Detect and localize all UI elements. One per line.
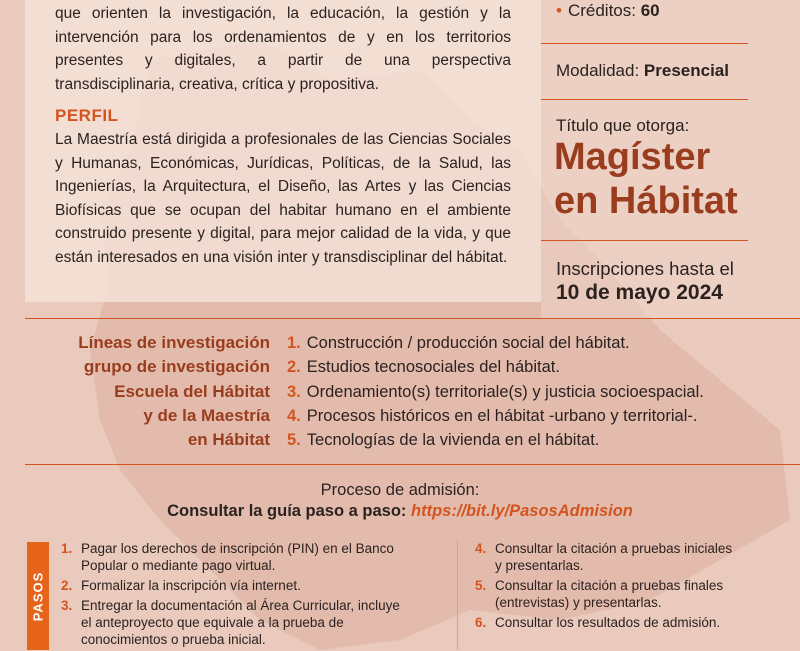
item-text: Estudios tecnosociales del hábitat. — [306, 358, 560, 377]
lineas-title — [30, 331, 270, 452]
divider — [25, 318, 800, 319]
step-item — [475, 540, 735, 574]
creditos-value: 60 — [640, 1, 660, 20]
modalidad-value: Presencial — [643, 61, 729, 80]
lineas-list — [287, 331, 704, 452]
list-item — [287, 355, 704, 379]
divider — [541, 99, 748, 100]
creditos-label: Créditos: — [567, 1, 636, 20]
step-number: 6. — [475, 615, 487, 630]
admision-title: Proceso de admisión: — [320, 481, 480, 499]
pasos-label: PASOS — [30, 571, 46, 621]
titulo-line1: Magíster — [554, 136, 711, 178]
step-item — [475, 614, 735, 631]
step-number: 4. — [475, 541, 487, 556]
perfil-title: PERFIL — [55, 106, 119, 125]
item-number: 2. — [287, 358, 301, 377]
step-text: Consultar la citación a pruebas finales (entrevistas) y presentarlas. — [495, 578, 724, 610]
step-text: Entregar la documentación al Área Curricular, incluye el anteproyecto que equivale a la prueba de conocimientos o prueba inicial. — [81, 598, 400, 647]
item-text: Procesos históricos en el hábitat -urbano y territorial-. — [306, 406, 698, 425]
bullet-icon: • — [556, 1, 562, 20]
step-number: 3. — [61, 598, 73, 613]
step-item — [61, 540, 411, 574]
item-number: 3. — [287, 382, 301, 401]
item-text: Ordenamiento(s) territoriale(s) y justicia socioespacial. — [306, 382, 704, 401]
modalidad — [556, 61, 729, 81]
step-number: 1. — [61, 541, 73, 556]
titulo-otorga — [554, 135, 794, 223]
lineas-title-line: grupo de investigación — [83, 357, 270, 377]
lineas-title-line: en Hábitat — [187, 430, 270, 450]
divider — [541, 240, 748, 241]
step-item — [475, 577, 735, 611]
item-number: 4. — [287, 406, 301, 425]
creditos — [556, 1, 660, 21]
lineas-title-line: Líneas de investigación — [78, 333, 270, 352]
list-item — [287, 404, 704, 428]
inscripciones-label: Inscripciones hasta el — [556, 258, 734, 279]
list-item — [287, 380, 704, 404]
guide-link[interactable]: https://bit.ly/PasosAdmision — [411, 502, 633, 520]
item-text: Construcción / producción social del hábitat. — [306, 334, 630, 352]
step-item — [61, 577, 411, 594]
titulo-line2: en Hábitat — [554, 180, 738, 222]
item-number: 1. — [287, 334, 301, 352]
inscripciones-fecha: 10 de mayo 2024 — [556, 281, 723, 304]
list-item — [287, 331, 704, 355]
list-item — [287, 428, 704, 452]
step-text: Formalizar la inscripción vía internet. — [81, 578, 301, 593]
admision-guide — [0, 502, 800, 521]
modalidad-label: Modalidad: — [556, 61, 640, 80]
step-item — [61, 597, 411, 648]
lineas-title-line: Escuela del Hábitat — [114, 381, 270, 401]
item-text: Tecnologías de la vivienda en el hábitat. — [306, 431, 600, 450]
step-text: Pagar los derechos de inscripción (PIN) en el Banco Popular o mediante pago virtual. — [81, 541, 394, 573]
titulo-label: Título que otorga: — [556, 116, 690, 135]
intro-paragraph: que orienten la investigación, la educación, la gestión y la intervención para los ordenamientos de y en los territorios presentes y digitales, a partir de una perspectiva transdisciplinaria, creativa, crítica y propositiva. — [55, 5, 511, 93]
steps-divider — [457, 540, 458, 650]
divider — [25, 464, 800, 465]
lineas-title-line: y de la Maestría — [143, 405, 270, 425]
divider — [541, 43, 748, 44]
step-number: 5. — [475, 578, 487, 593]
steps-left — [61, 540, 411, 651]
step-text: Consultar los resultados de admisión. — [495, 615, 721, 630]
step-text: Consultar la citación a pruebas iniciales y presentarlas. — [495, 541, 733, 573]
guide-label: Consultar la guía paso a paso: — [167, 502, 407, 520]
steps-right — [475, 540, 735, 634]
pasos-label-wrap — [27, 542, 49, 650]
step-number: 2. — [61, 578, 73, 593]
item-number: 5. — [287, 431, 301, 450]
perfil-body: La Maestría está dirigida a profesionales de las Ciencias Sociales y Humanas, Económicas, Jurídicas, Políticas, de la Salud, las Ingenierías, la Arquitectura, el Diseño, las Artes y las Ciencias Biofísicas que se ocupan del habitar humano en el ambiente construido presente y digital, para mejor calidad de la vida, y que están interesados en una visión inter y transdisciplinar del hábitat. — [55, 131, 511, 266]
